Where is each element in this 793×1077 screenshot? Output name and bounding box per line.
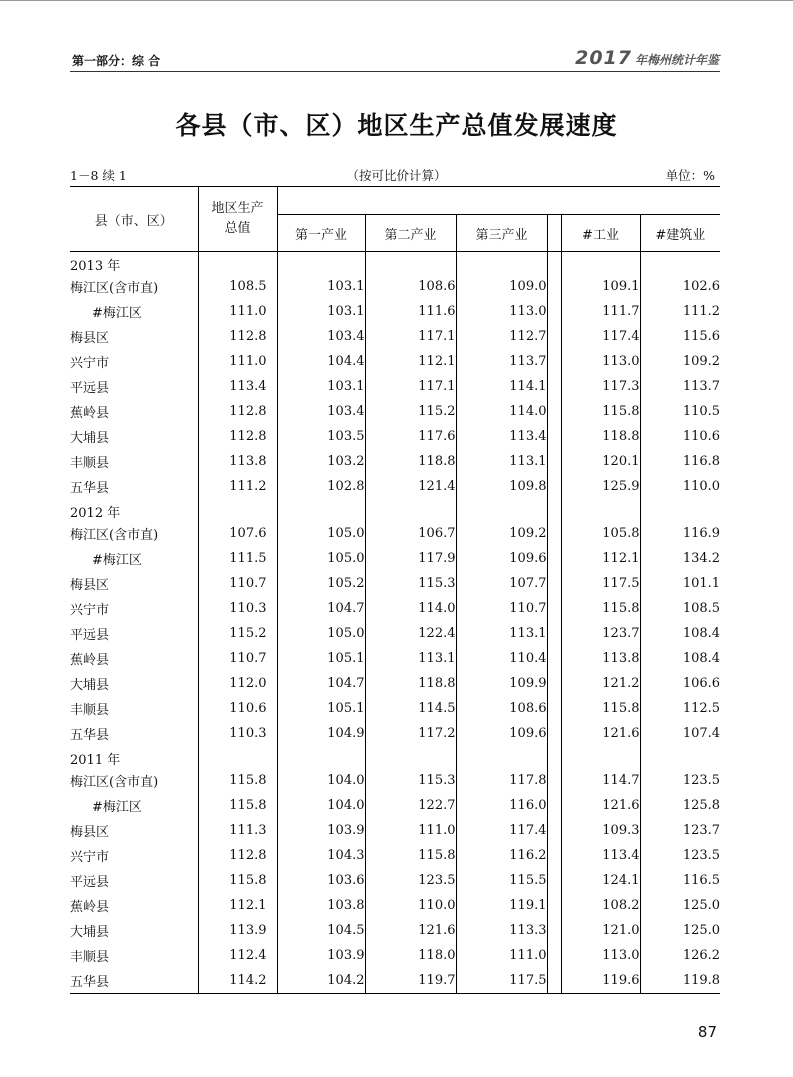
gap-cell [547, 893, 561, 918]
empty-cell [561, 746, 640, 768]
gap-cell [547, 646, 561, 671]
construction-value: 107.4 [682, 726, 721, 741]
tertiary-value: 109.6 [456, 721, 547, 746]
page-number: 87 [697, 1023, 717, 1041]
construction-value: 116.9 [682, 526, 721, 541]
construction-value: 123.5 [682, 773, 721, 788]
gdp-value: 113.9 [198, 918, 277, 943]
empty-cell [365, 499, 456, 521]
gdp-value: 114.2 [198, 968, 277, 994]
empty-cell [198, 746, 277, 768]
table-row [70, 793, 720, 818]
construction-value: 116.5 [682, 873, 721, 888]
region-name: 蕉岭县 [70, 399, 198, 424]
industry-value: 112.1 [561, 546, 640, 571]
secondary-value: 108.6 [365, 274, 456, 299]
header-rule [70, 71, 720, 72]
tertiary-value: 113.7 [456, 349, 547, 374]
secondary-value: 117.1 [365, 374, 456, 399]
col-header-gdp [198, 187, 277, 252]
primary-value: 104.2 [277, 968, 365, 994]
gdp-value: 111.0 [198, 299, 277, 324]
year-label: 2011 年 [70, 746, 198, 768]
primary-value: 103.1 [277, 299, 365, 324]
construction-value: 108.5 [682, 601, 721, 616]
tertiary-value: 108.6 [456, 696, 547, 721]
primary-value: 105.0 [277, 546, 365, 571]
gap-cell [547, 671, 561, 696]
industry-value: 120.1 [561, 449, 640, 474]
region-name: 丰顺县 [70, 696, 198, 721]
empty-cell [456, 252, 547, 275]
gap-cell [547, 943, 561, 968]
tertiary-value: 113.0 [456, 299, 547, 324]
gdp-value: 113.4 [198, 374, 277, 399]
construction-value: 110.6 [682, 429, 721, 444]
region-name: #梅江区 [70, 793, 198, 818]
construction-value: 108.4 [682, 651, 721, 666]
construction-value: 125.8 [682, 798, 721, 813]
gap-cell [547, 918, 561, 943]
col-header-construction: #建筑业 [640, 215, 720, 252]
empty-cell [456, 499, 547, 521]
secondary-value: 115.3 [365, 571, 456, 596]
industry-value: 121.6 [561, 793, 640, 818]
table-row [70, 843, 720, 868]
table-unit: 单位：% [665, 168, 715, 183]
industry-value: 111.7 [561, 299, 640, 324]
yearbook-name: 年梅州统计年鉴 [634, 53, 719, 67]
table-row [70, 449, 720, 474]
primary-value: 105.1 [277, 696, 365, 721]
table-row [70, 274, 720, 299]
primary-value: 103.8 [277, 893, 365, 918]
primary-value: 103.6 [277, 868, 365, 893]
region-name: 蕉岭县 [70, 893, 198, 918]
industry-value: 121.2 [561, 671, 640, 696]
table-row [70, 943, 720, 968]
table-row [70, 349, 720, 374]
tertiary-value: 116.2 [456, 843, 547, 868]
construction-value: 115.6 [682, 329, 721, 344]
tertiary-value: 110.4 [456, 646, 547, 671]
gap-cell [547, 324, 561, 349]
table-body [70, 252, 720, 994]
construction-value: 125.0 [682, 923, 721, 938]
gap-cell [547, 696, 561, 721]
gdp-value: 115.2 [198, 621, 277, 646]
gdp-value: 110.6 [198, 696, 277, 721]
gap-cell [547, 968, 561, 994]
primary-value: 104.0 [277, 793, 365, 818]
secondary-value: 121.4 [365, 474, 456, 499]
gap-cell [547, 621, 561, 646]
construction-value: 125.0 [682, 898, 721, 913]
primary-value: 104.7 [277, 596, 365, 621]
secondary-value: 115.3 [365, 768, 456, 793]
page-title: 各县（市、区）地区生产总值发展速度 [175, 111, 618, 140]
col-header-primary: 第一产业 [277, 215, 365, 252]
empty-cell [277, 252, 365, 275]
gap-cell [547, 374, 561, 399]
industry-value: 125.9 [561, 474, 640, 499]
col-header-region: 县（市、区） [70, 187, 198, 252]
industry-value: 115.8 [561, 596, 640, 621]
empty-cell [365, 746, 456, 768]
gdp-value: 112.1 [198, 893, 277, 918]
industry-value: 113.0 [561, 943, 640, 968]
industry-value: 123.7 [561, 621, 640, 646]
industry-value: 105.8 [561, 521, 640, 546]
region-name: 大埔县 [70, 424, 198, 449]
primary-value: 103.5 [277, 424, 365, 449]
table-row [70, 696, 720, 721]
primary-value: 103.2 [277, 449, 365, 474]
construction-value: 106.6 [682, 676, 721, 691]
gdp-value: 112.8 [198, 424, 277, 449]
primary-value: 105.0 [277, 621, 365, 646]
tertiary-value: 115.5 [456, 868, 547, 893]
industry-value: 117.3 [561, 374, 640, 399]
empty-cell [561, 499, 640, 521]
construction-value: 112.5 [682, 701, 721, 716]
region-name: 梅江区(含市直) [70, 274, 198, 299]
industry-value: 113.4 [561, 843, 640, 868]
tertiary-value: 114.0 [456, 399, 547, 424]
secondary-value: 106.7 [365, 521, 456, 546]
table-row [70, 399, 720, 424]
construction-value: 126.2 [682, 948, 721, 963]
gdp-value: 110.3 [198, 596, 277, 621]
industry-value: 114.7 [561, 768, 640, 793]
industry-value: 117.4 [561, 324, 640, 349]
gap-cell [547, 399, 561, 424]
primary-value: 103.4 [277, 324, 365, 349]
construction-value: 113.7 [682, 379, 721, 394]
empty-cell [640, 499, 720, 521]
gap-cell [547, 474, 561, 499]
gap-cell [547, 424, 561, 449]
table-row [70, 721, 720, 746]
secondary-value: 117.6 [365, 424, 456, 449]
region-name: 平远县 [70, 374, 198, 399]
construction-value: 134.2 [682, 551, 721, 566]
table-row [70, 646, 720, 671]
tertiary-value: 107.7 [456, 571, 547, 596]
construction-value: 101.1 [682, 576, 721, 591]
region-name: #梅江区 [70, 299, 198, 324]
primary-value: 104.7 [277, 671, 365, 696]
gap-cell [547, 349, 561, 374]
gap-cell [547, 299, 561, 324]
secondary-value: 118.8 [365, 671, 456, 696]
primary-value: 104.3 [277, 843, 365, 868]
year-row [70, 252, 720, 275]
section-header: 第一部分：综 合 [72, 54, 161, 68]
tertiary-value: 116.0 [456, 793, 547, 818]
construction-value: 111.2 [682, 304, 721, 319]
gap-cell [547, 596, 561, 621]
year-label: 2012 年 [70, 499, 198, 521]
region-name: 蕉岭县 [70, 646, 198, 671]
gdp-value: 108.5 [198, 274, 277, 299]
table-row [70, 521, 720, 546]
construction-value: 123.5 [682, 848, 721, 863]
primary-value: 102.8 [277, 474, 365, 499]
empty-cell [456, 746, 547, 768]
region-name: 梅江区(含市直) [70, 768, 198, 793]
secondary-value: 117.2 [365, 721, 456, 746]
industry-value: 118.8 [561, 424, 640, 449]
gap-cell [547, 793, 561, 818]
region-name: 兴宁市 [70, 596, 198, 621]
tertiary-value: 119.1 [456, 893, 547, 918]
region-name: #梅江区 [70, 546, 198, 571]
gdp-value: 111.2 [198, 474, 277, 499]
table-row [70, 968, 720, 994]
industry-value: 124.1 [561, 868, 640, 893]
gdp-value: 107.6 [198, 521, 277, 546]
table-row [70, 671, 720, 696]
region-name: 五华县 [70, 968, 198, 994]
table-row [70, 324, 720, 349]
table-row [70, 474, 720, 499]
table-row [70, 546, 720, 571]
tertiary-value: 113.1 [456, 449, 547, 474]
empty-cell [277, 746, 365, 768]
primary-value: 105.1 [277, 646, 365, 671]
secondary-value: 122.4 [365, 621, 456, 646]
gap-cell [547, 868, 561, 893]
industry-value: 117.5 [561, 571, 640, 596]
gap-cell [547, 546, 561, 571]
region-name: 五华县 [70, 721, 198, 746]
construction-value: 109.2 [682, 354, 721, 369]
tertiary-value: 114.1 [456, 374, 547, 399]
construction-value: 110.5 [682, 404, 721, 419]
primary-value: 103.1 [277, 374, 365, 399]
secondary-value: 119.7 [365, 968, 456, 994]
region-name: 兴宁市 [70, 843, 198, 868]
primary-value: 104.9 [277, 721, 365, 746]
table-row [70, 374, 720, 399]
table-row [70, 621, 720, 646]
gap-cell [547, 721, 561, 746]
primary-value: 103.9 [277, 818, 365, 843]
empty-cell [198, 252, 277, 275]
tertiary-value: 117.5 [456, 968, 547, 994]
gdp-value: 115.8 [198, 768, 277, 793]
region-name: 梅江区(含市直) [70, 521, 198, 546]
tertiary-value: 113.3 [456, 918, 547, 943]
col-header-tertiary: 第三产业 [456, 215, 547, 252]
gap-cell [547, 843, 561, 868]
table-row [70, 818, 720, 843]
region-name: 丰顺县 [70, 449, 198, 474]
col-header-gdp-line1: 地区生产 [211, 201, 264, 216]
empty-cell [198, 499, 277, 521]
table-row [70, 868, 720, 893]
empty-cell [640, 252, 720, 275]
table-row [70, 571, 720, 596]
region-name: 五华县 [70, 474, 198, 499]
table-note: （按可比价计算） [346, 168, 447, 183]
tertiary-value: 109.8 [456, 474, 547, 499]
col-header-secondary: 第二产业 [365, 215, 456, 252]
secondary-value: 117.9 [365, 546, 456, 571]
table-row [70, 918, 720, 943]
secondary-value: 118.0 [365, 943, 456, 968]
table-row [70, 424, 720, 449]
construction-value: 119.8 [640, 968, 720, 994]
gap-cell [547, 818, 561, 843]
industry-value: 113.0 [561, 349, 640, 374]
table-id: 1－8 续 1 [70, 168, 127, 183]
empty-cell [561, 252, 640, 275]
industry-value: 115.8 [561, 399, 640, 424]
tertiary-value: 111.0 [456, 943, 547, 968]
secondary-value: 111.0 [365, 818, 456, 843]
yearbook-year: 2017 [575, 47, 632, 69]
primary-value: 104.0 [277, 768, 365, 793]
table-row [70, 768, 720, 793]
region-name: 梅县区 [70, 324, 198, 349]
industry-value: 109.1 [561, 274, 640, 299]
year-label: 2013 年 [70, 252, 198, 275]
gdp-value: 112.8 [198, 324, 277, 349]
tertiary-value: 112.7 [456, 324, 547, 349]
construction-value: 116.8 [682, 454, 721, 469]
tertiary-value: 117.8 [456, 768, 547, 793]
gdp-value: 112.8 [198, 843, 277, 868]
gdp-value: 115.8 [198, 793, 277, 818]
secondary-value: 121.6 [365, 918, 456, 943]
tertiary-value: 109.0 [456, 274, 547, 299]
empty-cell [365, 252, 456, 275]
secondary-value: 115.8 [365, 843, 456, 868]
construction-value: 123.7 [682, 823, 721, 838]
primary-value: 103.4 [277, 399, 365, 424]
empty-cell [277, 499, 365, 521]
industry-value: 121.0 [561, 918, 640, 943]
gdp-value: 111.0 [198, 349, 277, 374]
industry-value: 113.8 [561, 646, 640, 671]
col-header-gdp-line2: 总值 [224, 221, 251, 236]
gdp-value: 112.8 [198, 399, 277, 424]
secondary-value: 115.2 [365, 399, 456, 424]
primary-value: 105.2 [277, 571, 365, 596]
secondary-value: 118.8 [365, 449, 456, 474]
region-name: 平远县 [70, 868, 198, 893]
secondary-value: 113.1 [365, 646, 456, 671]
primary-value: 104.5 [277, 918, 365, 943]
gdp-value: 111.3 [198, 818, 277, 843]
tertiary-value: 109.9 [456, 671, 547, 696]
growth-table [70, 186, 720, 994]
tertiary-value: 109.2 [456, 521, 547, 546]
construction-value: 102.6 [682, 279, 721, 294]
year-row [70, 746, 720, 768]
gap-cell [547, 768, 561, 793]
tertiary-value: 110.7 [456, 596, 547, 621]
region-name: 大埔县 [70, 671, 198, 696]
secondary-value: 122.7 [365, 793, 456, 818]
empty-cell [547, 499, 561, 521]
secondary-value: 114.5 [365, 696, 456, 721]
industry-value: 108.2 [561, 893, 640, 918]
construction-value: 110.0 [682, 479, 721, 494]
secondary-value: 117.1 [365, 324, 456, 349]
industry-value: 109.3 [561, 818, 640, 843]
region-name: 梅县区 [70, 571, 198, 596]
gdp-value: 110.7 [198, 571, 277, 596]
region-name: 大埔县 [70, 918, 198, 943]
gdp-value: 110.3 [198, 721, 277, 746]
gap-cell [547, 521, 561, 546]
gdp-value: 111.5 [198, 546, 277, 571]
gdp-value: 113.8 [198, 449, 277, 474]
primary-value: 103.9 [277, 943, 365, 968]
industry-value: 119.6 [561, 968, 640, 994]
col-header-gap [547, 215, 561, 252]
empty-cell [547, 746, 561, 768]
table-row [70, 596, 720, 621]
region-name: 丰顺县 [70, 943, 198, 968]
tertiary-value: 113.4 [456, 424, 547, 449]
gdp-value: 112.0 [198, 671, 277, 696]
industry-value: 121.6 [561, 721, 640, 746]
gdp-value: 115.8 [198, 868, 277, 893]
construction-value: 108.4 [682, 626, 721, 641]
secondary-value: 111.6 [365, 299, 456, 324]
col-header-group [277, 187, 720, 215]
tertiary-value: 113.1 [456, 621, 547, 646]
empty-cell [640, 746, 720, 768]
primary-value: 105.0 [277, 521, 365, 546]
secondary-value: 114.0 [365, 596, 456, 621]
secondary-value: 110.0 [365, 893, 456, 918]
tertiary-value: 117.4 [456, 818, 547, 843]
yearbook-header [575, 47, 719, 69]
secondary-value: 123.5 [365, 868, 456, 893]
year-row [70, 499, 720, 521]
empty-cell [547, 252, 561, 275]
primary-value: 103.1 [277, 274, 365, 299]
tertiary-value: 109.6 [456, 546, 547, 571]
table-row [70, 299, 720, 324]
region-name: 兴宁市 [70, 349, 198, 374]
gdp-value: 110.7 [198, 646, 277, 671]
secondary-value: 112.1 [365, 349, 456, 374]
region-name: 平远县 [70, 621, 198, 646]
region-name: 梅县区 [70, 818, 198, 843]
table-row [70, 893, 720, 918]
col-header-industry: #工业 [561, 215, 640, 252]
gdp-value: 112.4 [198, 943, 277, 968]
gap-cell [547, 571, 561, 596]
industry-value: 115.8 [561, 696, 640, 721]
page-top-edge [0, 0, 793, 1]
gap-cell [547, 449, 561, 474]
primary-value: 104.4 [277, 349, 365, 374]
gap-cell [547, 274, 561, 299]
